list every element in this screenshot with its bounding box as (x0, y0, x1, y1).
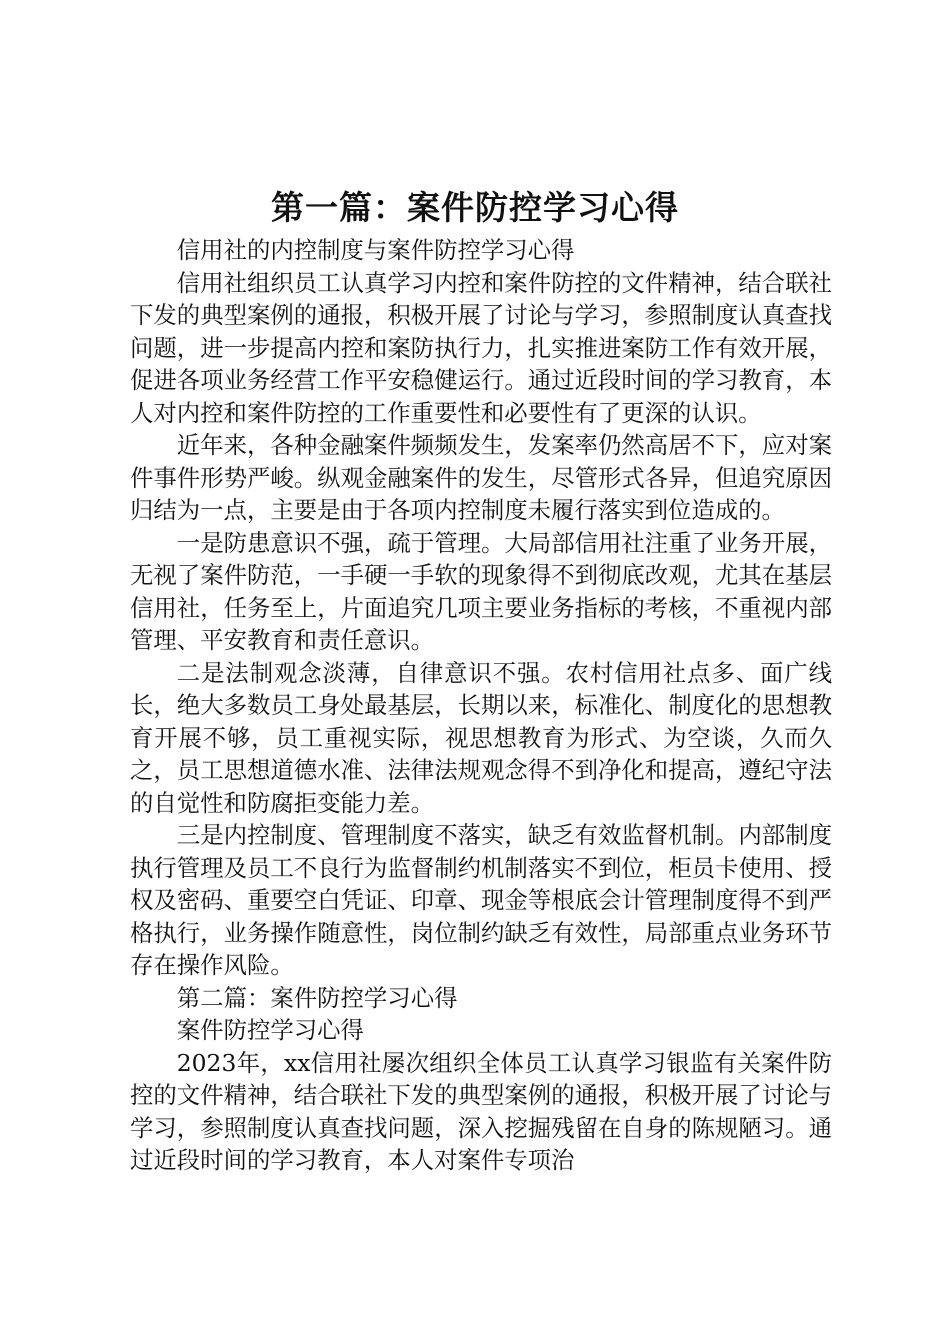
section-two-heading: 第二篇：案件防控学习心得 (176, 983, 458, 1012)
paragraph-point-three: 三是内控制度、管理制度不落实，缺乏有效监督机制。内部制度执行管理及员工不良行为监督制约机制落实不到位，柜员卡使用、授权及密码、重要空白凭证、印章、现金等根底会计管理制度得不到严格执行，业务操作随意性，岗位制约缺乏有效性，局部重点业务环节存在操作风险。 (130, 821, 832, 979)
paragraph-section-two-body: 2023年，xx信用社屡次组织全体员工认真学习银监有关案件防控的文件精神，结合联社下发的典型案例的通报，积极开展了讨论与学习，参照制度认真查找问题，深入挖掘残留在自身的陈规陋习。通过近段时间的学习教育，本人对案件专项治 (130, 1048, 832, 1174)
paragraph-background: 近年来，各种金融案件频频发生，发案率仍然高居不下，应对案件事件形势严峻。纵观金融案件的发生，尽管形式各异，但追究原因归结为一点，主要是由于各项内控制度未履行落实到位造成的。 (130, 431, 832, 524)
paragraph-point-two: 二是法制观念淡薄，自律意识不强。农村信用社点多、面广线长，绝大多数员工身处最基层，长期以来，标准化、制度化的思想教育开展不够，员工重视实际，视思想教育为形式、为空谈，久而久之，员工思想道德水准、法律法规观念得不到净化和提高，遵纪守法的自觉性和防腐拒变能力差。 (130, 658, 832, 817)
paragraph-point-one: 一是防患意识不强，疏于管理。大局部信用社注重了业务开展，无视了案件防范，一手硬一手软的现象得不到彻底改观，尤其在基层信用社，任务至上，片面追究几项主要业务指标的考核，不重视内部管理、平安教育和责任意识。 (130, 528, 832, 654)
paragraph-subtitle: 信用社的内控制度与案件防控学习心得 (176, 236, 575, 264)
section-two-subtitle: 案件防控学习心得 (176, 1016, 364, 1044)
document-title: 第一篇：案件防控学习心得 (271, 188, 679, 227)
document-body (130, 234, 832, 1177)
paragraph-intro: 信用社组织员工认真学习内控和案件防控的文件精神，结合联社下发的典型案例的通报，积极开展了讨论与学习，参照制度认真查找问题，进一步提高内控和案防执行力，扎实推进案防工作有效开展，促进各项业务经营工作平安稳健运行。通过近段时间的学习教育，本人对内控和案件防控的工作重要性和必要性有了更深的认识。 (130, 268, 832, 427)
